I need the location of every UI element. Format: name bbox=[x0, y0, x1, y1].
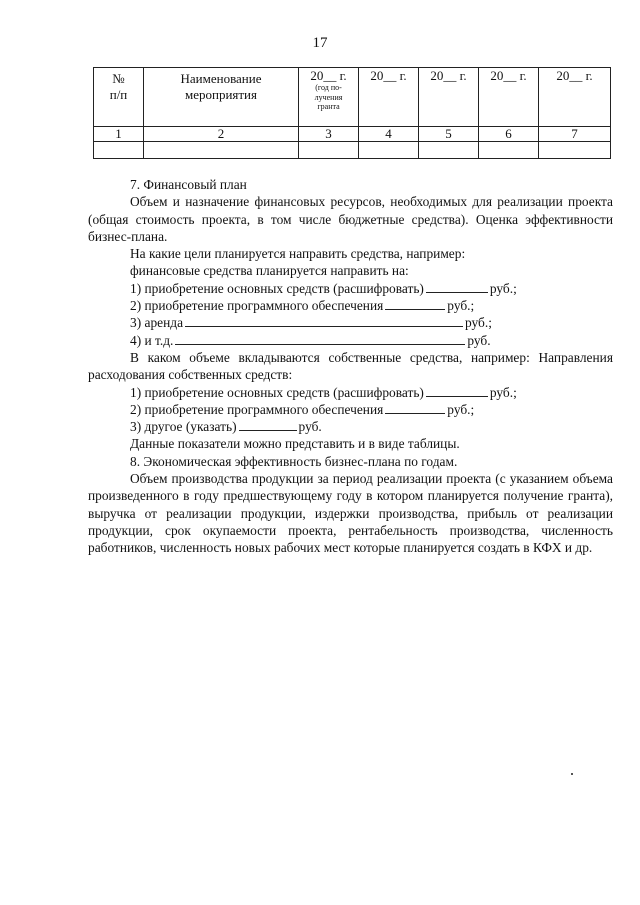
column-number: 4 bbox=[359, 127, 419, 142]
goals-list bbox=[88, 280, 613, 349]
own-funds-list bbox=[88, 384, 613, 436]
table-cell bbox=[419, 142, 479, 159]
section-8-heading: 8. Экономическая эффективность бизнес-плана по годам. bbox=[130, 453, 458, 469]
list-item: 1) приобретение основных средств (расшифровать) руб.; bbox=[130, 384, 517, 400]
document-body bbox=[88, 176, 613, 557]
header-year: 20__ г. bbox=[479, 68, 539, 127]
goals-intro: финансовые средства планируется направить на: bbox=[130, 263, 409, 279]
table-cell bbox=[539, 142, 611, 159]
list-item: 3) другое (указать) руб. bbox=[130, 419, 322, 435]
own-funds-question: В каком объеме вкладываются собственные средства, например: Направления расходования собственных средств: bbox=[88, 349, 613, 383]
fill-blank bbox=[175, 333, 465, 345]
scan-speck bbox=[571, 773, 573, 775]
goals-question: На какие цели планируется направить средства, например: bbox=[130, 246, 466, 262]
fill-blank bbox=[426, 281, 488, 293]
activities-table bbox=[93, 67, 611, 159]
column-number: 7 bbox=[539, 127, 611, 142]
table-cell bbox=[359, 142, 419, 159]
fill-blank bbox=[385, 298, 445, 310]
section-7-paragraph: Объем и назначение финансовых ресурсов, необходимых для реализации проекта (общая стоимость проекта, в том числе бюджетные средства). Оценка эффективности бизнес-плана. bbox=[88, 194, 613, 244]
fill-blank bbox=[239, 419, 297, 431]
column-number: 3 bbox=[299, 127, 359, 142]
list-item: 2) приобретение программного обеспечения руб.; bbox=[130, 401, 475, 417]
section-8-paragraph: Объем производства продукции за период реализации проекта (с указанием объема произведенного в году предшествующему году в котором планируется получение гранта), выручка от реализации продукции, издержки производства, прибыль от реализации продукции, срок окупаемости проекта, рентабельность производства, численность работников, численность новых рабочих мест которые планируется создать в КФХ и др. bbox=[88, 471, 613, 556]
column-number: 1 bbox=[94, 127, 144, 142]
table-cell bbox=[94, 142, 144, 159]
header-year: 20__ г. bbox=[419, 68, 479, 127]
column-number: 5 bbox=[419, 127, 479, 142]
table-header-row bbox=[94, 68, 611, 127]
section-7-heading: 7. Финансовый план bbox=[130, 177, 247, 192]
table-cell bbox=[299, 142, 359, 159]
header-year-grant: 20__ г. (год по- лучения гранта bbox=[299, 68, 359, 127]
list-item: 1) приобретение основных средств (расшифровать) руб.; bbox=[130, 280, 517, 296]
table-cell bbox=[479, 142, 539, 159]
fill-blank bbox=[385, 402, 445, 414]
table-cell bbox=[144, 142, 299, 159]
table-empty-row bbox=[94, 142, 611, 159]
table-note: Данные показатели можно представить и в виде таблицы. bbox=[130, 436, 460, 452]
header-year: 20__ г. bbox=[539, 68, 611, 127]
fill-blank bbox=[426, 385, 488, 397]
list-item: 4) и т.д. руб. bbox=[130, 332, 491, 348]
page-number: 17 bbox=[312, 35, 328, 51]
column-number: 6 bbox=[479, 127, 539, 142]
column-number: 2 bbox=[144, 127, 299, 142]
list-item: 2) приобретение программного обеспечения руб.; bbox=[130, 298, 475, 314]
list-item: 3) аренда руб.; bbox=[130, 315, 492, 331]
header-year: 20__ г. bbox=[359, 68, 419, 127]
fill-blank bbox=[185, 315, 463, 327]
header-activity-name: Наименование мероприятия bbox=[144, 68, 299, 127]
column-number-row bbox=[94, 127, 611, 142]
header-number: № п/п bbox=[94, 68, 144, 127]
